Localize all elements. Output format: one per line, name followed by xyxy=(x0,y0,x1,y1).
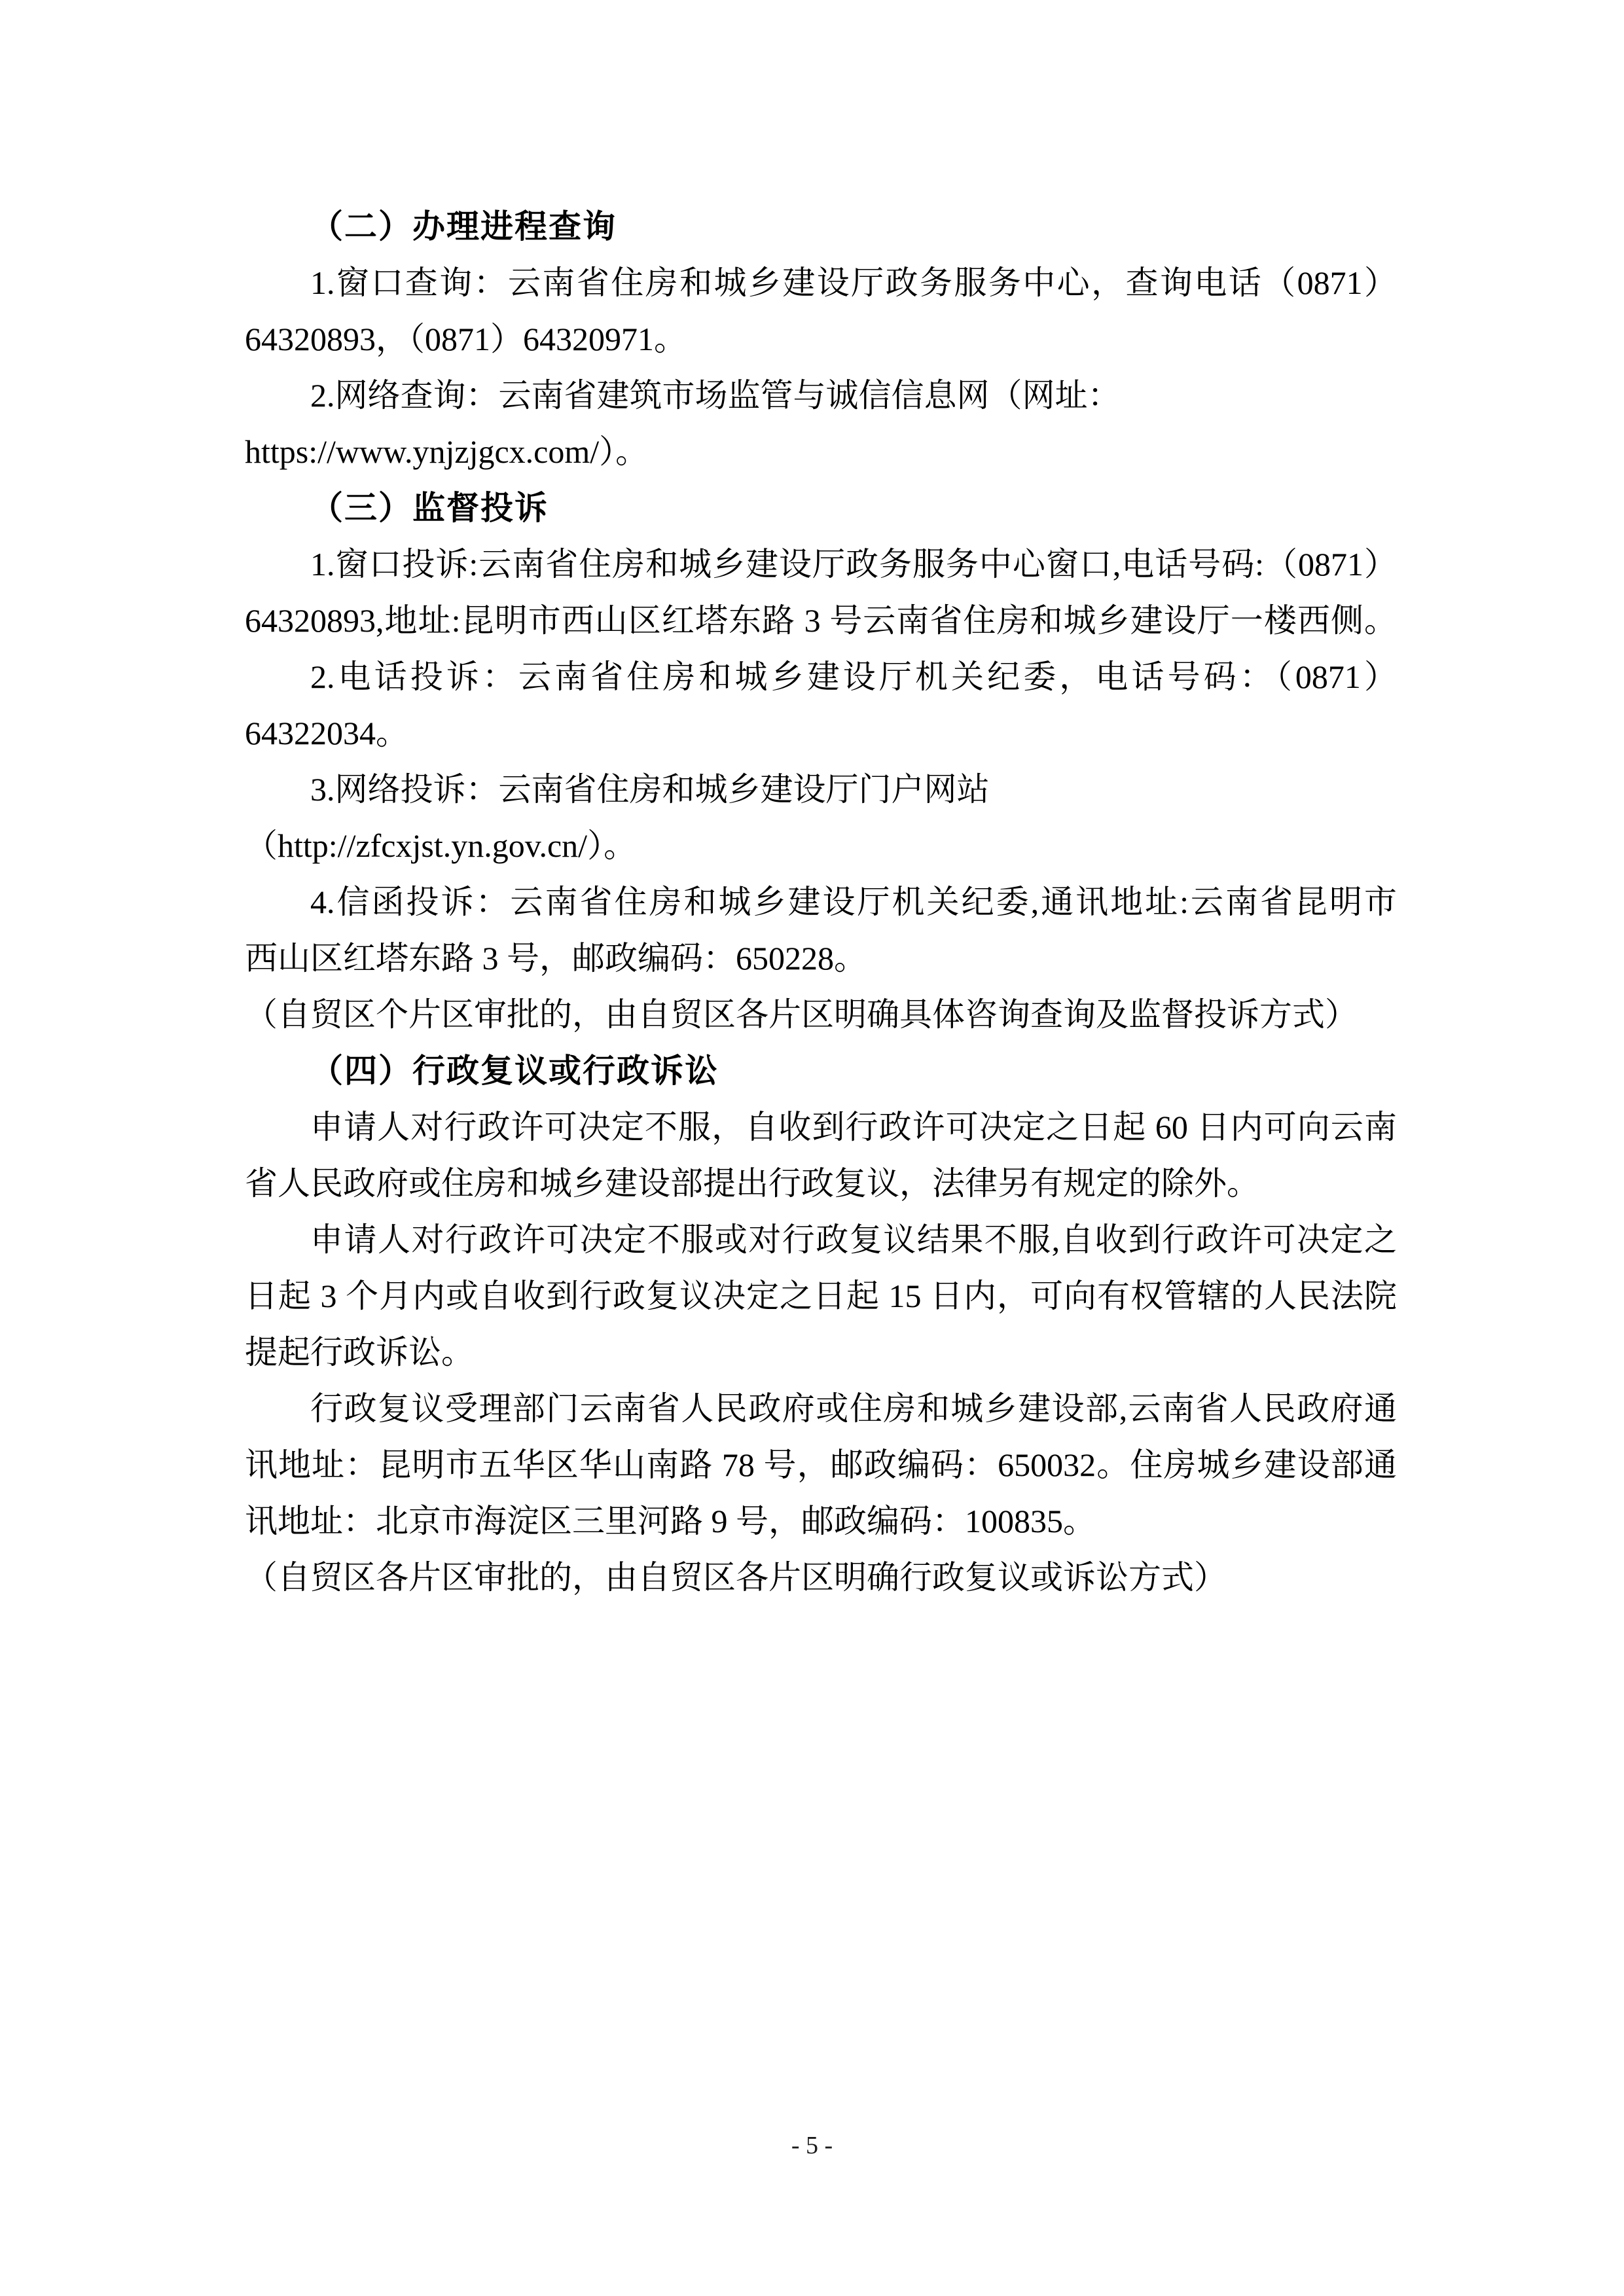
text-line: 提起行政诉讼。 xyxy=(245,1334,474,1371)
text-line: 西山区红塔东路 3 号，邮政编码：650228。 xyxy=(245,940,867,977)
section-heading: （三）监督投诉 xyxy=(310,490,549,526)
text-line: 64322034。 xyxy=(245,715,408,751)
text-line: 申请人对行政许可决定不服或对行政复议结果不服,自收到行政许可决定之 xyxy=(310,1221,1397,1258)
page-footer xyxy=(0,2130,1624,2161)
page-number: - 5 - xyxy=(791,2132,833,2159)
text-line: 2.网络查询：云南省建筑市场监管与诚信信息网（网址： xyxy=(310,377,1121,414)
document-body xyxy=(245,198,1397,1605)
text-line: 省人民政府或住房和城乡建设部提出行政复议，法律另有规定的除外。 xyxy=(245,1165,1259,1202)
text-line: 行政复议受理部门云南省人民政府或住房和城乡建设部,云南省人民政府通 xyxy=(310,1390,1397,1427)
text-line: 2.电话投诉：云南省住房和城乡建设厅机关纪委，电话号码：（0871） xyxy=(310,658,1397,695)
text-line: 1.窗口投诉:云南省住房和城乡建设厅政务服务中心窗口,电话号码:（0871） xyxy=(310,546,1397,583)
text-line: （http://zfcxjst.yn.gov.cn/）。 xyxy=(245,827,637,864)
text-line: https://www.ynjzjgcx.com/）。 xyxy=(245,433,649,470)
text-line: 64320893，（0871）64320971。 xyxy=(245,321,687,357)
text-line-note: （自贸区各片区审批的，由自贸区各片区明确行政复议或诉讼方式） xyxy=(245,1559,1227,1596)
text-line-note: （自贸区个片区审批的，由自贸区各片区明确具体咨询查询及监督投诉方式） xyxy=(245,996,1358,1033)
section-heading: （二）办理进程查询 xyxy=(310,208,617,245)
text-line: 64320893,地址:昆明市西山区红塔东路 3 号云南省住房和城乡建设厅一楼西侧。 xyxy=(245,602,1397,639)
text-line: 1.窗口查询：云南省住房和城乡建设厅政务服务中心，查询电话（0871） xyxy=(310,264,1397,301)
text-line: 讯地址：昆明市五华区华山南路 78 号，邮政编码：650032。住房城乡建设部通 xyxy=(245,1446,1397,1483)
text-line: 4.信函投诉：云南省住房和城乡建设厅机关纪委,通讯地址:云南省昆明市 xyxy=(310,884,1397,920)
section-heading: （四）行政复议或行政诉讼 xyxy=(310,1052,719,1089)
text-line: 申请人对行政许可决定不服，自收到行政许可决定之日起 60 日内可向云南 xyxy=(310,1109,1397,1145)
text-line: 日起 3 个月内或自收到行政复议决定之日起 15 日内，可向有权管辖的人民法院 xyxy=(245,1278,1397,1314)
text-line: 讯地址：北京市海淀区三里河路 9 号，邮政编码：100835。 xyxy=(245,1503,1096,1539)
text-line: 3.网络投诉：云南省住房和城乡建设厅门户网站 xyxy=(310,771,990,808)
